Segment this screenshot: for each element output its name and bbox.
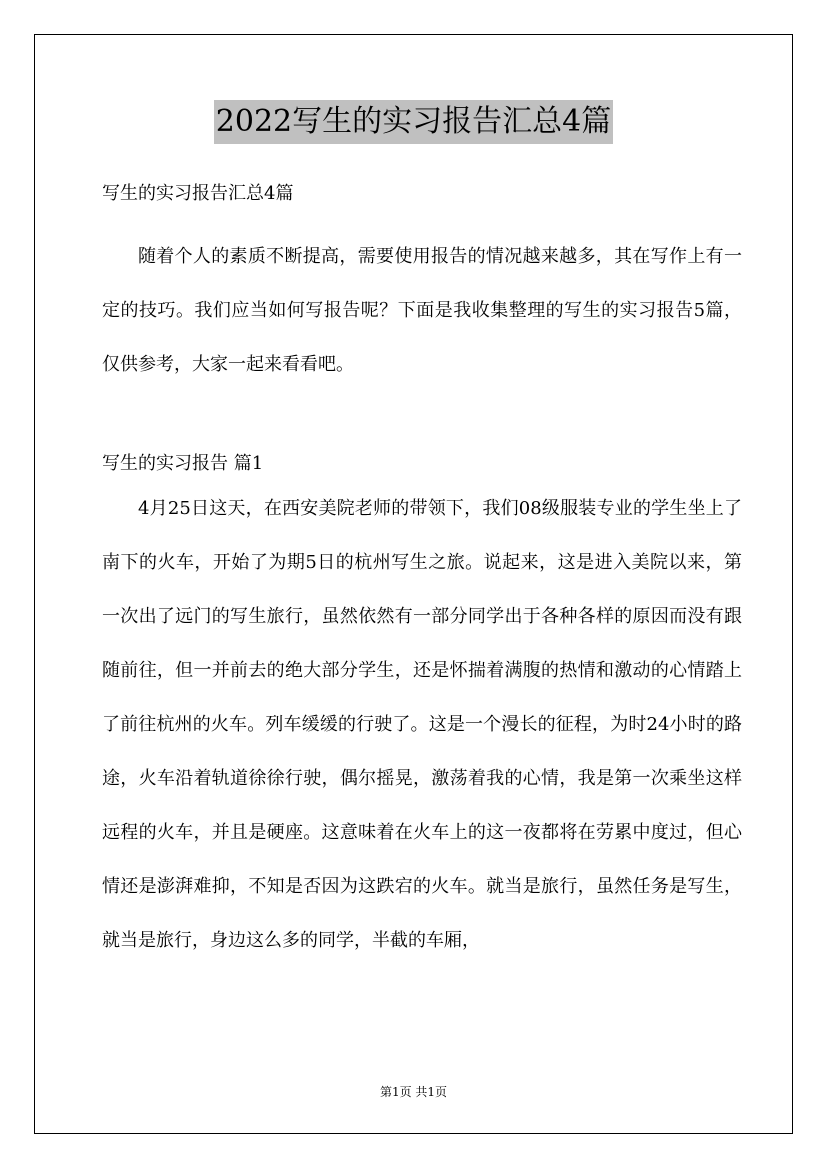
page-footer: 第1页 共1页 xyxy=(379,1085,448,1099)
document-subtitle: 写生的实习报告汇总4篇 xyxy=(102,183,294,204)
intro-paragraph: 随着个人的素质不断提高，需要使用报告的情况越来越多，其在写作上有一定的技巧。我们应当如何写报告呢？下面是我收集整理的写生的实习报告5篇，仅供参考，大家一起来看看吧。 xyxy=(102,246,742,375)
title-container xyxy=(0,100,827,144)
document-title: 2022写生的实习报告汇总4篇 xyxy=(214,100,613,144)
section-body-paragraph: 4月25日这天，在西安美院老师的带领下，我们08级服装专业的学生坐上了南下的火车，开始了为期5日的杭州写生之旅。说起来，这是进入美院以来，第一次出了远门的写生旅行，虽然依然有一部分同学出于各种各样的原因而没有跟随前往，但一并前去的绝大部分学生，还是怀揣着满腹的热情和激动的心情踏上了前往杭州的火车。列车缓缓的行驶了。这是一个漫长的征程，为时24小时的路途，火车沿着轨道徐徐行驶，偶尔摇晃，激荡着我的心情，我是第一次乘坐这样远程的火车，并且是硬座。这意味着在火车上的这一夜都将在劳累中度过，但心情还是澎湃难抑，不知是否因为这跌宕的火车。就当是旅行，虽然任务是写生，就当是旅行，身边这么多的同学，半截的车厢， xyxy=(102,498,742,951)
section-heading: 写生的实习报告 篇1 xyxy=(102,453,264,474)
document-body xyxy=(102,176,742,968)
